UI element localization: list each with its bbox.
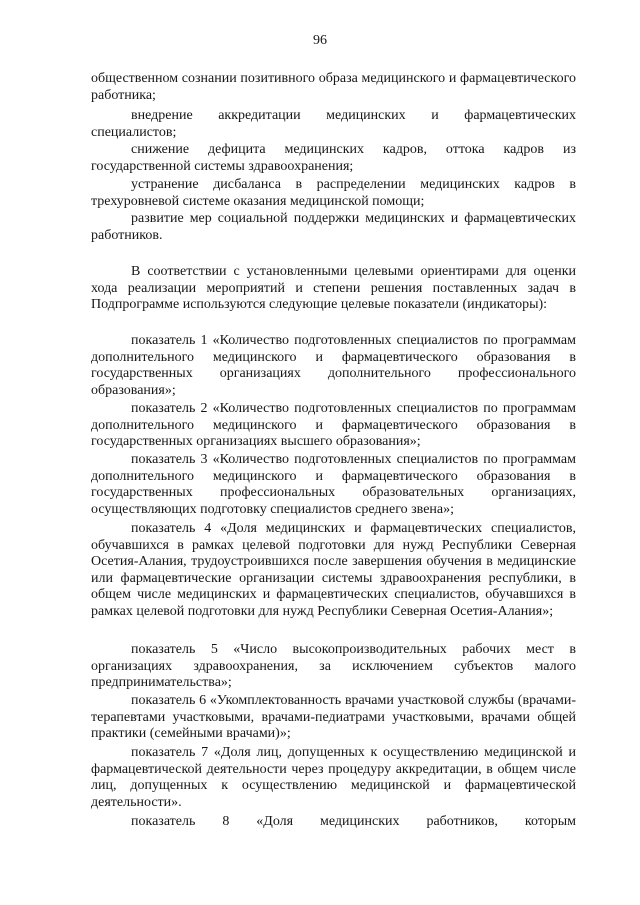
paragraph: В соответствии с установленными целевыми ориентирами для оценки хода реализации мероприятий и степени решения поставленных задач в Подпрограмме используются следующие целевые показатели (индикаторы): bbox=[91, 264, 576, 313]
paragraph: снижение дефицита медицинских кадров, оттока кадров из государственной системы здравоохранения; bbox=[91, 142, 576, 174]
paragraph: показатель 4 «Доля медицинских и фармацевтических специалистов, обучавшихся в рамках целевой подготовки для нужд Республики Северная Осетия-Алания, трудоустроившихся после завершения обучения в медицинские или фармацевтические организации системы здравоохранения республики, в общем числе медицинских и фармацевтических специалистов, обучавшихся в рамках целевой подготовки для нужд Республики Северная Осетия-Алания»; bbox=[91, 521, 576, 619]
paragraph: показатель 5 «Число высокопроизводительных рабочих мест в организациях здравоохранения, за исключением субъектов малого предпринимательства»; bbox=[91, 642, 576, 691]
paragraph: показатель 8 «Доля медицинских работников, которым bbox=[131, 814, 576, 829]
paragraph: показатель 2 «Количество подготовленных специалистов по программам дополнительного медицинского и фармацевтического образования в государственных организациях высшего образования»; bbox=[91, 401, 576, 450]
paragraph: показатель 7 «Доля лиц, допущенных к осуществлению медицинской и фармацевтической деятельности через процедуру аккредитации, в общем числе лиц, допущенных к осуществлению медицинской и фармацевтической деятельности». bbox=[91, 745, 576, 810]
paragraph: показатель 6 «Укомплектованность врачами участковой службы (врачами-терапевтами участковыми, врачами-педиатрами участковыми, врачами общей практики (семейными врачами)»; bbox=[91, 693, 576, 742]
paragraph: показатель 3 «Количество подготовленных специалистов по программам дополнительного медицинского и фармацевтического образования в государственных профессиональных образовательных организациях, осуществляющих подготовку специалистов среднего звена»; bbox=[91, 452, 576, 517]
paragraph: устранение дисбаланса в распределении медицинских кадров в трехуровневой системе оказания медицинской помощи; bbox=[91, 177, 576, 209]
paragraph: развитие мер социальной поддержки медицинских и фармацевтических работников. bbox=[91, 211, 576, 243]
paragraph: показатель 1 «Количество подготовленных специалистов по программам дополнительного медицинского и фармацевтического образования в государственных организациях дополнительного профессионального образования»; bbox=[91, 333, 576, 398]
paragraph: внедрение аккредитации медицинских и фармацевтических специалистов; bbox=[91, 108, 576, 140]
paragraph: общественном сознании позитивного образа медицинского и фармацевтического работника; bbox=[91, 71, 576, 103]
page-number: 96 bbox=[313, 33, 327, 48]
